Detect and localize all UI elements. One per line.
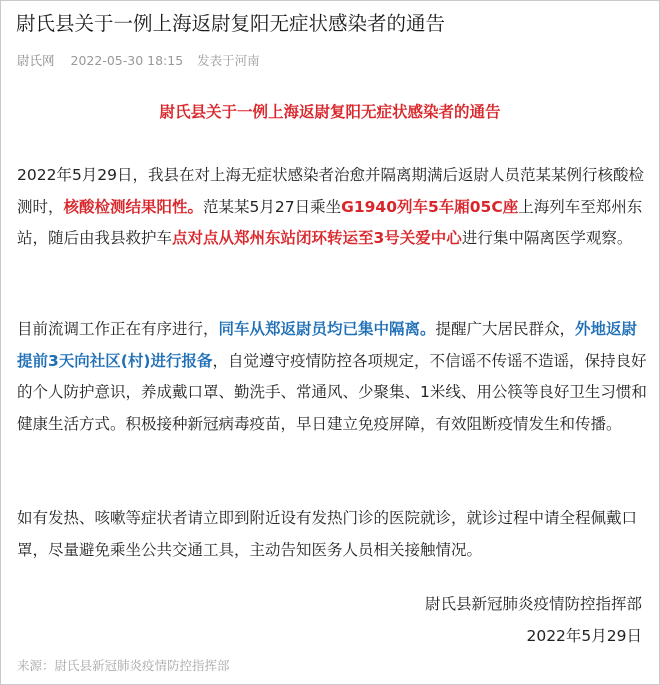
p2-highlight-isolated: 同车从郑返尉员均已集中隔离。 <box>218 320 436 338</box>
p1-text-1: 2022年5月29日，我县在对上海无症状感染者治愈并隔离期满后返尉人员范某某例行核酸检测时， <box>17 166 645 216</box>
paragraph-2 <box>17 314 649 440</box>
p2-highlight-report: 外地返尉提前3天向社区(村)进行报备 <box>17 320 638 370</box>
paragraph-3: 如有发热、咳嗽等症状者请立即到附近设有发热门诊的医院就诊，就诊过程中请全程佩戴口罩，尽量避免乘坐公共交通工具，主动告知医务人员相关接触情况。 <box>17 509 638 559</box>
p2-text-1: 目前流调工作正在有序进行， <box>17 320 219 338</box>
publish-location: 发表于河南 <box>197 53 260 68</box>
p1-highlight-transfer: 点对点从郑州东站闭环转运至3号关爱中心 <box>172 229 462 247</box>
p1-highlight-train: G1940列车5车厢05C座 <box>341 197 519 216</box>
p1-text-4: 进行集中隔离医学观察。 <box>461 229 633 247</box>
p2-text-2: 提醒广大居民群众， <box>435 320 576 338</box>
source-footer: 来源：尉氏县新冠肺炎疫情防控指挥部 <box>17 658 230 673</box>
publish-datetime: 2022-05-30 18:15 <box>70 53 184 68</box>
page-headline: 尉氏县关于一例上海返尉复阳无症状感染者的通告 <box>16 12 446 35</box>
notice-title: 尉氏县关于一例上海返尉复阳无症状感染者的通告 <box>159 103 501 121</box>
signature-date: 2022年5月29日 <box>526 627 642 645</box>
p1-text-2: 范某某5月27日乘坐 <box>203 197 342 216</box>
article-meta <box>17 51 260 69</box>
signature: 尉氏县新冠肺炎疫情防控指挥部 <box>424 595 642 613</box>
p1-text-3: 上海列车至郑州东站，随后由我县救护车 <box>17 197 643 247</box>
p2-text-3: ，自觉遵守疫情防控各项规定，不信谣不传谣不造谣，保持良好的个人防护意识，养成戴口罩、勤洗手、常通风、少聚集、1米线、用公筷等良好卫生习惯和健康生活方式。积极接种新冠病毒疫苗，早日建立免疫屏障，有效阻断疫情发生和传播。 <box>17 351 647 433</box>
source-link[interactable]: 尉氏网 <box>17 53 55 68</box>
p1-highlight-result: 核酸检测结果阳性。 <box>63 197 204 216</box>
paragraph-1 <box>17 160 649 255</box>
